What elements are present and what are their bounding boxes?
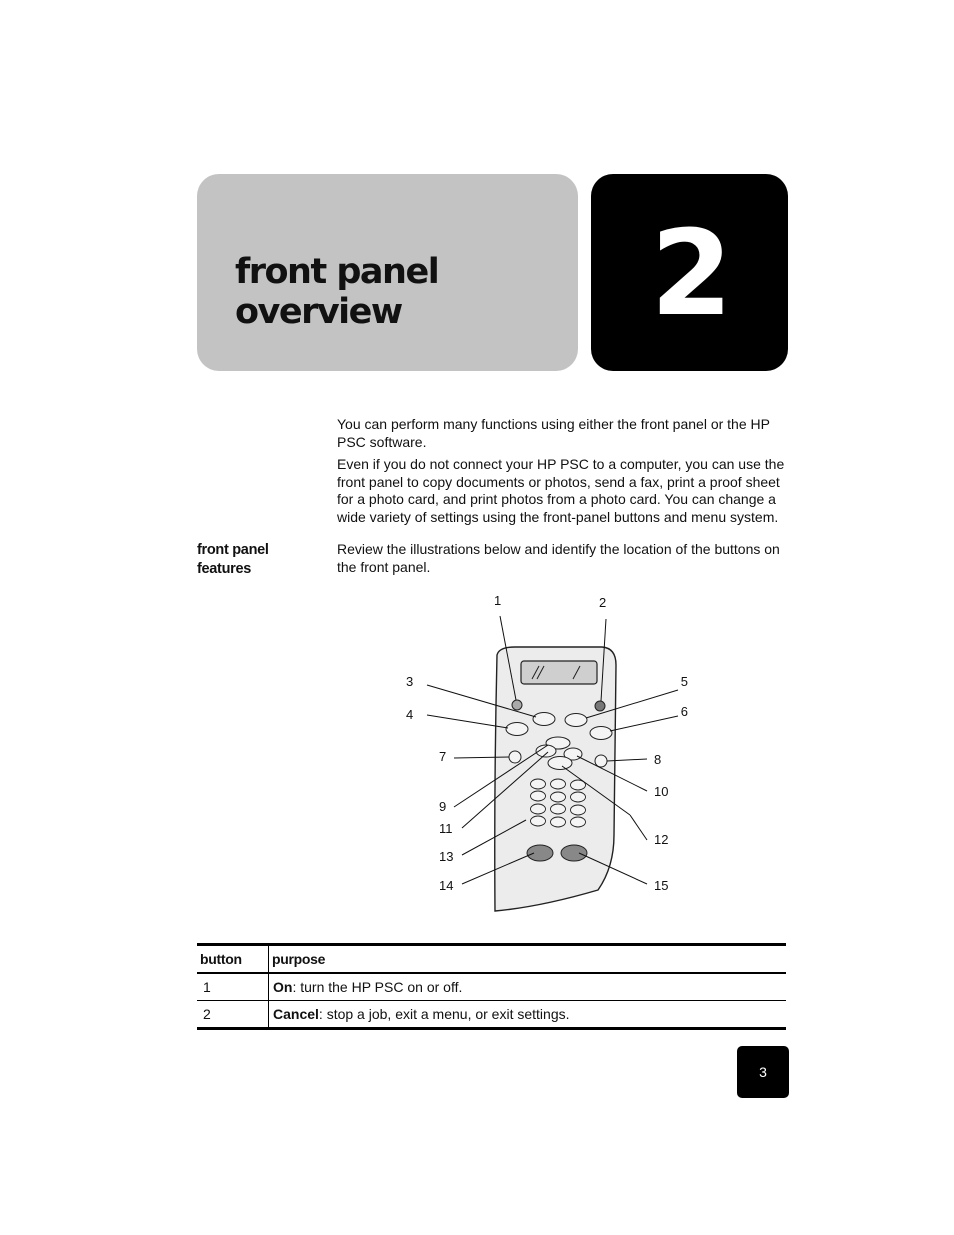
section-heading: front panel features <box>197 542 269 577</box>
start-color-button <box>561 845 587 861</box>
callout-4: 4 <box>406 707 414 722</box>
chapter-number: 2 <box>650 204 729 342</box>
button-name: Cancel <box>273 1006 319 1022</box>
chapter-title: front panel overview <box>235 252 439 332</box>
button-description: : turn the HP PSC on or off. <box>292 979 463 995</box>
chapter-number-box <box>591 174 788 371</box>
on-button <box>512 700 522 710</box>
callout-5: 5 <box>680 674 688 689</box>
display-window <box>521 661 597 684</box>
header-button: button <box>197 945 269 974</box>
chapter-title-box <box>197 174 578 371</box>
callout-14: 14 <box>439 878 454 893</box>
header-purpose: purpose <box>269 945 787 974</box>
table-header-row <box>197 945 786 974</box>
callout-7: 7 <box>439 749 447 764</box>
button-description: : stop a job, exit a menu, or exit settings. <box>318 1006 570 1022</box>
callout-12: 12 <box>654 832 669 847</box>
callout-13: 13 <box>439 849 454 864</box>
row-number: 1 <box>197 973 269 1001</box>
callout-8: 8 <box>654 752 662 767</box>
page-number-box <box>737 1046 789 1098</box>
row-number: 2 <box>197 1001 269 1029</box>
callout-15: 15 <box>654 878 669 893</box>
callout-2: 2 <box>599 595 607 610</box>
page-number: 3 <box>759 1064 767 1080</box>
button-table <box>197 943 786 1030</box>
cancel-button <box>595 701 605 711</box>
start-black-button <box>527 845 553 861</box>
row-purpose <box>269 973 787 1001</box>
table-row <box>197 1001 786 1029</box>
intro-paragraph-1: You can perform many functions using either the front panel or the HP PSC software. <box>337 416 770 450</box>
callout-11: 11 <box>439 821 453 836</box>
front-panel-diagram <box>390 585 690 915</box>
intro-paragraph-2: Even if you do not connect your HP PSC to a computer, you can use the front panel to copy documents or photos, send a fax, print a proof sheet for a photo card, and print photos from a photo card. You can change a wide variety of settings using the front-panel buttons and menu system. <box>337 456 785 525</box>
callout-1: 1 <box>494 593 502 608</box>
callout-9: 9 <box>439 799 447 814</box>
row-purpose <box>269 1001 787 1029</box>
callout-10: 10 <box>654 784 669 799</box>
button-name: On <box>273 979 293 995</box>
section-text: Review the illustrations below and identify the location of the buttons on the front panel. <box>337 541 780 575</box>
callout-3: 3 <box>406 674 414 689</box>
callout-6: 6 <box>680 704 688 719</box>
table-row <box>197 973 786 1001</box>
